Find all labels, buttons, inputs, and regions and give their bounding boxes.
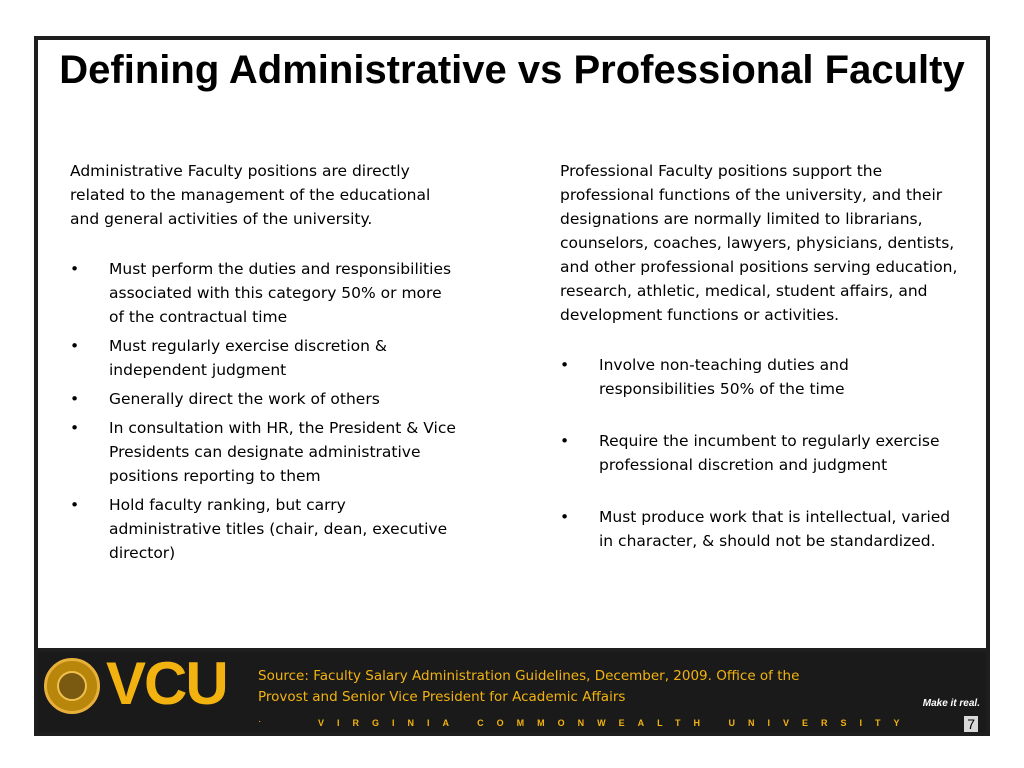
- list-item: [70, 257, 460, 329]
- university-name: VIRGINIA COMMONWEALTH UNIVERSITY: [318, 718, 913, 728]
- bullet-icon: •: [560, 356, 570, 374]
- bullet-icon: •: [70, 419, 80, 437]
- list-item: [560, 429, 960, 477]
- tagline: Make it real.: [922, 698, 980, 709]
- slide-title: Defining Administrative vs Professional Faculty: [59, 48, 965, 92]
- bullet-icon: •: [70, 337, 80, 355]
- list-item: [70, 387, 460, 411]
- administrative-intro: Administrative Faculty positions are directly related to the management of the educational and general activities of the university.: [70, 162, 431, 228]
- list-item-text: Involve non-teaching duties and responsibilities 50% of the time: [599, 356, 849, 398]
- list-item: [560, 353, 960, 401]
- list-item-text: Generally direct the work of others: [109, 390, 380, 408]
- bullet-icon: •: [70, 260, 80, 278]
- professional-intro: Professional Faculty positions support the professional functions of the university, and their designations are normally limited to librarians, counselors, coaches, lawyers, physicians, dentists, and other professional positions serving education, research, athletic, medical, student affairs, and development functions or activities.: [560, 162, 958, 324]
- list-item-text: In consultation with HR, the President & Vice Presidents can designate administrative positions reporting to them: [109, 419, 456, 485]
- list-item-text: Must produce work that is intellectual, varied in character, & should not be standardized.: [599, 508, 951, 550]
- footer-dot: ·: [258, 716, 262, 727]
- slide-body: [38, 40, 986, 648]
- bullet-icon: •: [560, 432, 570, 450]
- vcu-logo: VCU: [106, 650, 227, 717]
- list-item: [70, 416, 460, 488]
- list-item-text: Hold faculty ranking, but carry administrative titles (chair, dean, executive director): [109, 496, 448, 562]
- source-citation: Source: Faculty Salary Administration Guidelines, December, 2009. Office of the Provost and Senior Vice President for Academic Affairs: [258, 668, 800, 705]
- bullet-icon: •: [560, 508, 570, 526]
- professional-bullet-list: [560, 353, 960, 553]
- page-number: 7: [964, 716, 978, 732]
- list-item: [70, 493, 460, 565]
- list-item: [70, 334, 460, 382]
- list-item-text: Require the incumbent to regularly exercise professional discretion and judgment: [599, 432, 940, 474]
- bullet-icon: •: [70, 390, 80, 408]
- administrative-bullet-list: [70, 257, 460, 565]
- list-item: [560, 505, 960, 553]
- list-item-text: Must perform the duties and responsibilities associated with this category 50% or more of the contractual time: [109, 260, 452, 326]
- list-item-text: Must regularly exercise discretion & independent judgment: [109, 337, 388, 379]
- bullet-icon: •: [70, 496, 80, 514]
- footer-bar: [38, 652, 986, 732]
- professional-faculty-column: [560, 159, 960, 581]
- university-seal-icon: [44, 658, 100, 714]
- administrative-faculty-column: [70, 159, 460, 570]
